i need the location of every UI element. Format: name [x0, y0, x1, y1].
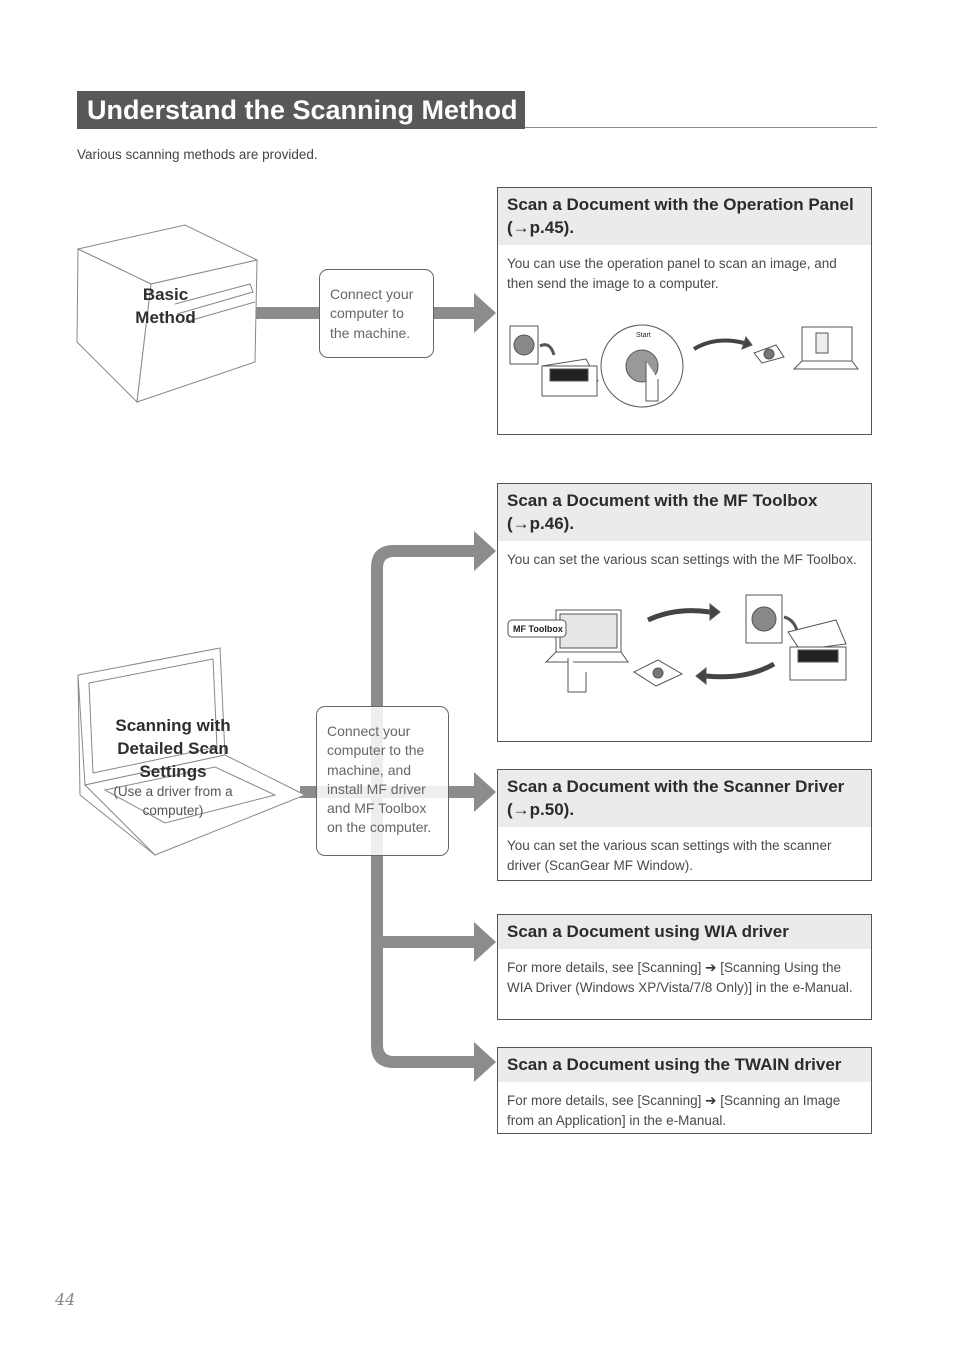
detailed-connect-bubble: Connect your computer to the machine, and install MF driver and MF Toolbox on the computer.	[316, 706, 449, 856]
card-title: Scan a Document with the Operation Panel (→p.45).	[498, 188, 871, 245]
mf-toolbox-label: MF Toolbox	[513, 624, 563, 634]
detailed-method-label	[100, 714, 246, 783]
card-body: You can set the various scan settings with the scanner driver (ScanGear MF Window).	[507, 838, 832, 873]
card-body-post: [Scanning an Image from an Application] in the e-Manual.	[507, 1093, 841, 1128]
card-body: You can use the operation panel to scan an image, and then send the image to a computer.	[507, 256, 837, 291]
toolbox-arrowhead	[474, 531, 496, 571]
card-title: Scan a Document with the Scanner Driver (→p.50).	[498, 770, 871, 827]
card-operation-panel	[497, 187, 872, 435]
scanner-icon	[788, 620, 846, 650]
wia-branch-line	[383, 936, 475, 948]
basic-label-line1: Basic	[142, 285, 189, 304]
detailed-sub-line1: (Use a driver from a	[113, 784, 233, 799]
intro-text: Various scanning methods are provided.	[77, 147, 318, 162]
basic-label-line2: Method	[135, 308, 196, 327]
card-body-pre: For more details, see [Scanning]	[507, 960, 702, 975]
wia-arrowhead	[474, 922, 496, 962]
detailed-label-line3: Settings	[139, 762, 207, 781]
flow-arrow	[648, 611, 710, 620]
card-body: You can set the various scan settings with the MF Toolbox.	[507, 552, 857, 567]
finger-icon	[568, 658, 586, 692]
card-scanner-driver	[497, 769, 872, 881]
basic-connect-bubble: Connect your computer to the machine.	[319, 269, 434, 358]
card-body	[498, 949, 871, 997]
card-mf-toolbox	[497, 483, 872, 742]
card-title: Scan a Document using WIA driver	[498, 915, 871, 949]
card-wia-driver	[497, 914, 872, 1020]
detailed-method-sublabel	[100, 782, 246, 820]
mf-toolbox-illustration	[506, 592, 866, 707]
flow-arrow	[694, 341, 744, 349]
driver-arrowhead	[474, 772, 496, 812]
twain-arrowhead	[474, 1042, 496, 1082]
card-body-post: [Scanning Using the WIA Driver (Windows XP/Vista/7/8 Only)] in the e-Manual.	[507, 960, 853, 995]
basic-arrowhead	[474, 293, 496, 333]
detailed-label-line2: Detailed Scan	[117, 739, 229, 758]
flow-arrow-back	[706, 664, 774, 677]
arrow-right-icon: ➔	[705, 1093, 717, 1108]
card-title: Scan a Document using the TWAIN driver	[498, 1048, 871, 1082]
detailed-label-line1: Scanning with	[115, 716, 231, 735]
basic-method-label	[118, 283, 213, 329]
card-twain-driver	[497, 1047, 872, 1134]
card-body-pre: For more details, see [Scanning]	[507, 1093, 702, 1108]
card-title: Scan a Document with the MF Toolbox (→p.46).	[498, 484, 871, 541]
detailed-sub-line2: computer)	[142, 803, 204, 818]
page-title: Understand the Scanning Method	[77, 91, 525, 129]
arrow-right-icon: ➔	[705, 960, 717, 975]
card-body	[498, 1082, 871, 1130]
start-label: Start	[636, 332, 651, 339]
operation-panel-illustration	[506, 321, 866, 416]
page-number: 44	[55, 1290, 76, 1309]
